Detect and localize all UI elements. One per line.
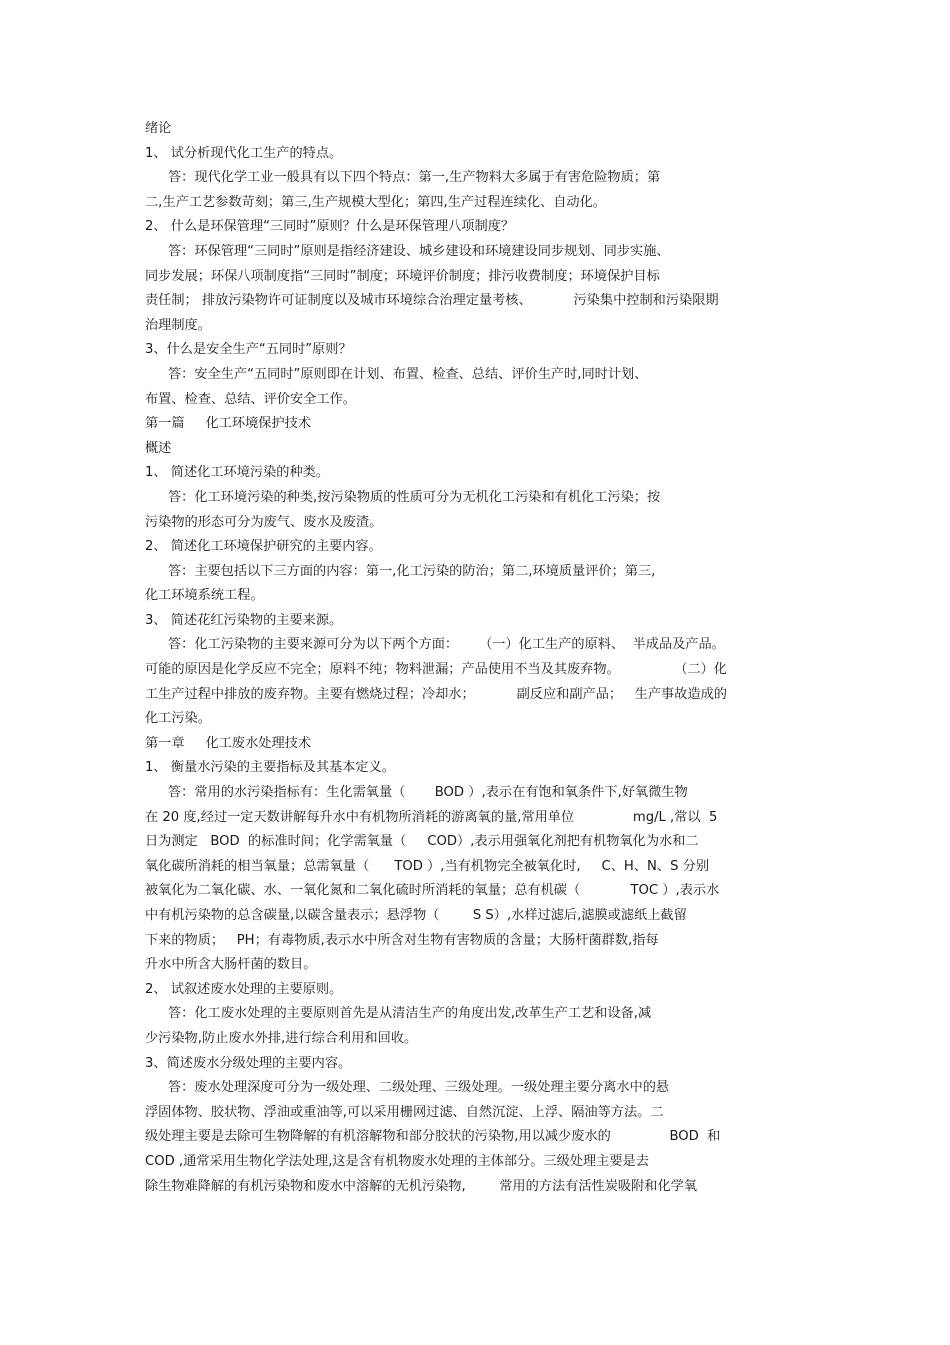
text-line: 可能的原因是化学反应不完全；原料不纯；物料泄漏；产品使用不当及其废弃物。 （二）化 — [145, 662, 727, 678]
text-line: 浮固体物、胶状物、浮油或重油等,可以采用栅网过滤、自然沉淀、上浮、隔油等方法。二 — [145, 1104, 664, 1120]
text-line: 答：现代化学工业一般具有以下四个特点：第一,生产物料大多属于有害危险物质；第 — [168, 170, 661, 186]
document-body — [145, 117, 805, 1199]
text-line: 工生产过程中排放的废弃物。主要有燃烧过程；冷却水； 副反应和副产品； 生产事故造成的 — [145, 686, 727, 702]
text-line: 治理制度。 — [145, 317, 211, 333]
text-line: 中有机污染物的总含碳量,以碳含量表示；悬浮物（ S S）,水样过滤后,滤膜或滤纸上截留 — [145, 908, 687, 923]
text-line: 答：主要包括以下三方面的内容：第一,化工污染的防治；第二,环境质量评价；第三, — [168, 563, 656, 579]
text-line: 二,生产工艺参数苛刻；第三,生产规模大型化；第四,生产过程连续化、自动化。 — [145, 194, 606, 210]
text-line: 化工污染。 — [145, 711, 211, 727]
text-line: 布置、检查、总结、评价安全工作。 — [145, 391, 356, 407]
text-line: 3、 简述花红污染物的主要来源。 — [145, 612, 343, 628]
text-line: 概述 — [145, 440, 172, 456]
text-line: 1、 衡量水污染的主要指标及其基本定义。 — [145, 760, 395, 776]
text-line: 2、 简述化工环境保护研究的主要内容。 — [145, 539, 382, 555]
text-line: 1、 试分析现代化工生产的特点。 — [145, 145, 343, 161]
text-line: 责任制； 排放污染物许可证制度以及城市环境综合治理定量考核、 污染集中控制和污染限期 — [145, 293, 719, 309]
text-line: 答：化工污染物的主要来源可分为以下两个方面： （一）化工生产的原料、 半成品及产品。 — [168, 637, 725, 653]
text-line: 下来的物质； PH；有毒物质,表示水中所含对生物有害物质的含量；大肠杆菌群数,指每 — [145, 932, 659, 948]
text-line: 3、简述废水分级处理的主要内容。 — [145, 1055, 352, 1071]
text-line: 1、 简述化工环境污染的种类。 — [145, 465, 330, 481]
text-line: 2、 什么是环保管理“三同时”原则？什么是环保管理八项制度？ — [145, 219, 515, 235]
text-line: 日为测定 BOD 的标准时间；化学需氧量（ COD）,表示用强氧化剂把有机物氧化为水和二 — [145, 834, 699, 850]
text-line: 级处理主要是去除可生物降解的有机溶解物和部分胶状的污染物,用以减少废水的 BOD 和 — [145, 1129, 721, 1145]
text-line: 绪论 — [145, 121, 172, 136]
text-line: 答：废水处理深度可分为一级处理、二级处理、三级处理。一级处理主要分离水中的悬 — [168, 1080, 670, 1096]
text-line: 化工环境系统工程。 — [145, 588, 264, 604]
text-line: COD ,通常采用生物化学法处理,这是含有机物废水处理的主体部分。三级处理主要是去 — [145, 1153, 649, 1169]
text-line: 第一篇 化工环境保护技术 — [145, 416, 312, 432]
text-line: 答：环保管理“三同时”原则是指经济建设、城乡建设和环境建设同步规划、同步实施、 — [168, 243, 670, 259]
text-line: 答：化工废水处理的主要原则首先是从清洁生产的角度出发,改革生产工艺和设备,减 — [168, 1006, 652, 1022]
text-line: 升水中所含大肠杆菌的数目。 — [145, 957, 317, 973]
text-line: 污染物的形态可分为废气、废水及废渣。 — [145, 514, 383, 530]
text-line: 3、什么是安全生产“五同时”原则？ — [145, 342, 352, 358]
text-line: 除生物难降解的有机污染物和废水中溶解的无机污染物, 常用的方法有活性炭吸附和化学氧 — [145, 1178, 698, 1194]
text-line: 答：安全生产“五同时”原则即在计划、布置、检查、总结、评价生产时,同时计划、 — [168, 366, 648, 382]
text-line: 答：化工环境污染的种类,按污染物质的性质可分为无机化工污染和有机化工污染；按 — [168, 489, 661, 505]
text-line: 第一章 化工废水处理技术 — [145, 735, 312, 751]
text-line: 在 20 度,经过一定天数讲解每升水中有机物所消耗的游离氧的量,常用单位 mg/L ,常以 5 — [145, 809, 718, 825]
text-line: 答：常用的水污染指标有：生化需氧量（ BOD ）,表示在有饱和氧条件下,好氧微生物 — [168, 785, 688, 801]
text-line: 同步发展；环保八项制度指“三同时”制度；环境评价制度；排污收费制度；环境保护目标 — [145, 268, 660, 284]
text-line: 2、 试叙述废水处理的主要原则。 — [145, 981, 343, 997]
text-line: 被氧化为二氧化碳、水、一氧化氮和二氧化硫时所消耗的氧量；总有机碳（ TOC ）,表示水 — [145, 883, 720, 899]
text-line: 氧化碳所消耗的相当氧量；总需氧量（ TOD ）,当有机物完全被氧化时, C、H、N、S 分别 — [145, 858, 710, 874]
text-line: 少污染物,防止废水外排,进行综合利用和回收。 — [145, 1030, 418, 1046]
